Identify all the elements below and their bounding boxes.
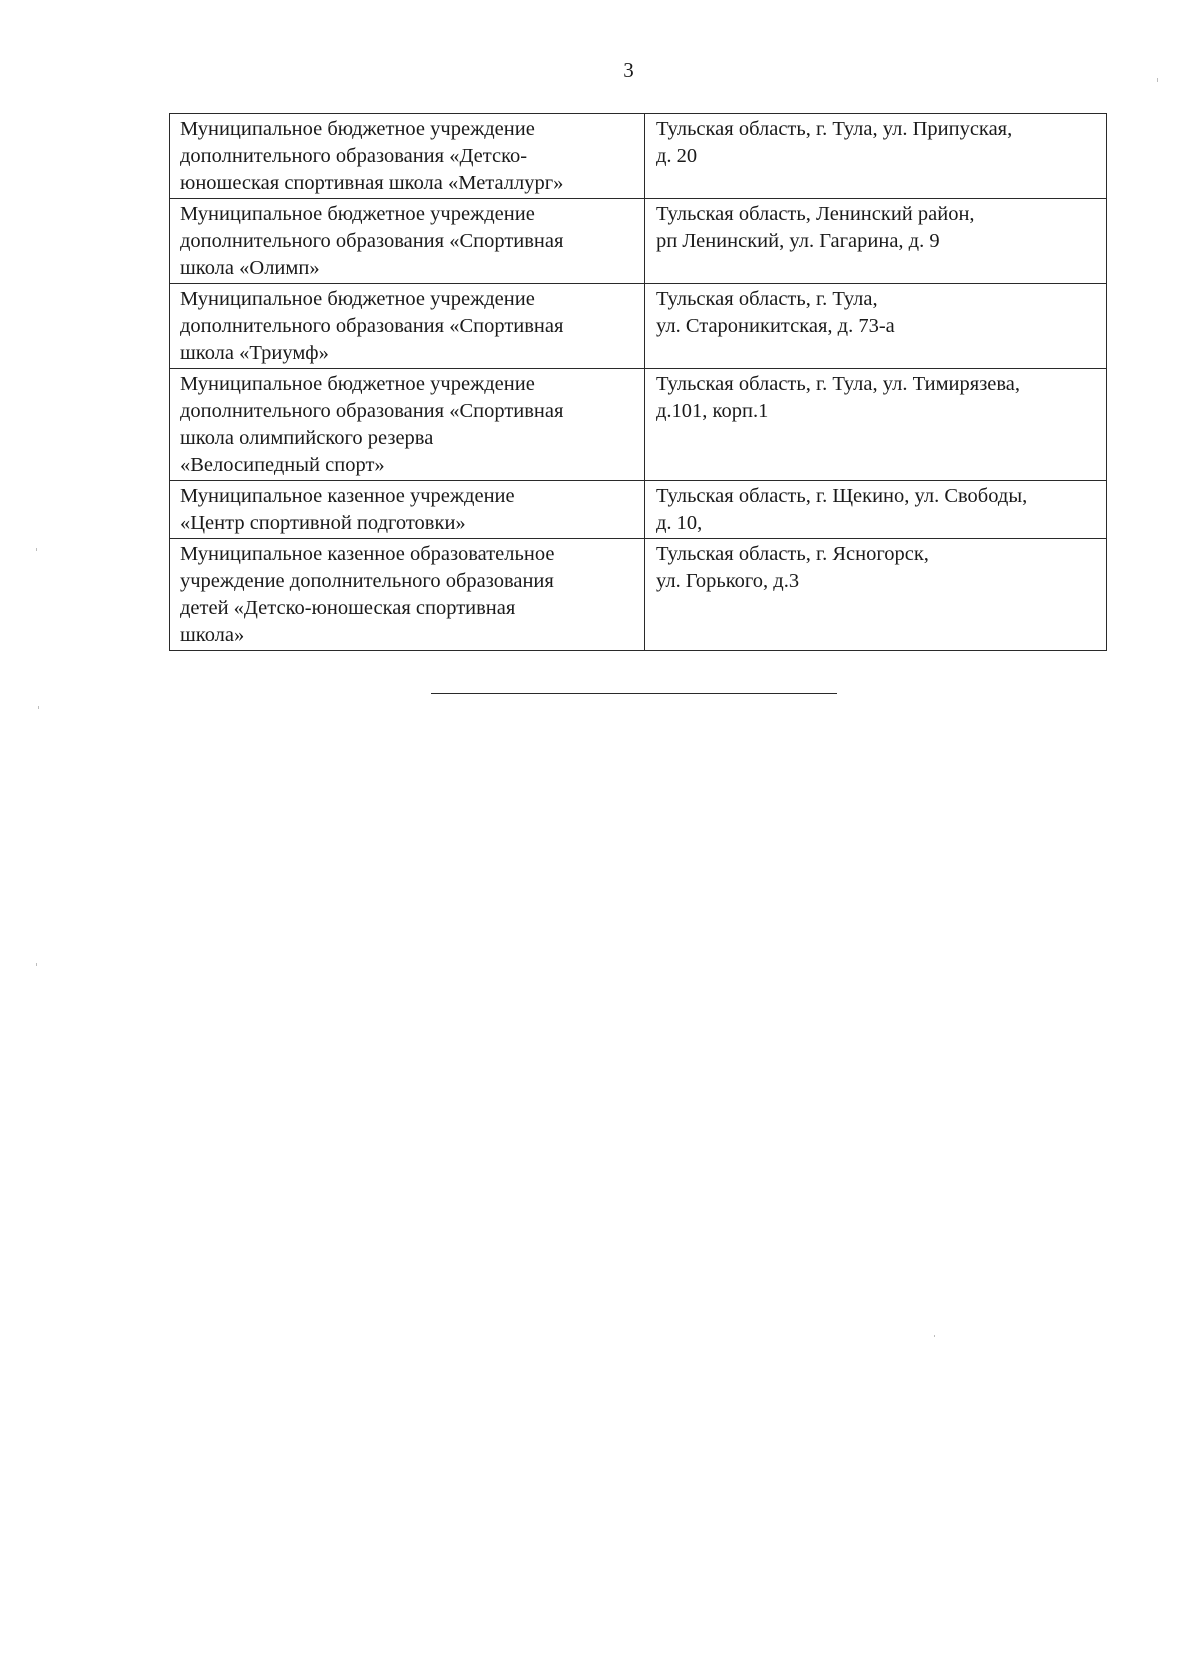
closing-divider-line [431,693,837,694]
organization-cell [170,539,645,651]
address-cell [645,539,1107,651]
organization-address: Тульская область, г. Ясногорск, ул. Горького, д.3 [656,543,929,592]
organization-address: Тульская область, Ленинский район, рп Ленинский, ул. Гагарина, д. 9 [656,203,975,252]
scan-speck [38,706,39,709]
address-cell [645,284,1107,369]
address-cell [645,369,1107,481]
address-cell [645,114,1107,199]
organization-name: Муниципальное бюджетное учреждение дополнительного образования «Спортивная школа олимпийского резерва «Велосипедный спорт» [180,373,564,476]
organization-name: Муниципальное казенное образовательное учреждение дополнительного образования детей «Детско-юношеская спортивная школа» [180,543,555,646]
organization-address: Тульская область, г. Тула, ул. Тимирязева, д.101, корп.1 [656,373,1021,422]
address-cell [645,481,1107,539]
table-row [170,199,1107,284]
organization-name: Муниципальное бюджетное учреждение дополнительного образования «Детско- юношеская спортивная школа «Металлург» [180,118,564,194]
organization-cell [170,114,645,199]
address-cell [645,199,1107,284]
table-row [170,539,1107,651]
organization-cell [170,481,645,539]
table-row [170,114,1107,199]
scan-speck [36,548,37,551]
organization-address: Тульская область, г. Щекино, ул. Свободы, д. 10, [656,485,1028,534]
institutions-table [169,113,1107,651]
organization-cell [170,284,645,369]
organization-address: Тульская область, г. Тула, ул. Припуская, д. 20 [656,118,1013,167]
page-number: 3 [623,58,634,82]
organization-name: Муниципальное бюджетное учреждение дополнительного образования «Спортивная школа «Триумф» [180,288,564,364]
organization-cell [170,369,645,481]
table-row [170,369,1107,481]
table-row [170,481,1107,539]
scan-speck [934,1335,935,1337]
organization-name: Муниципальное бюджетное учреждение дополнительного образования «Спортивная школа «Олимп» [180,203,564,279]
organization-cell [170,199,645,284]
table-row [170,284,1107,369]
scan-speck [36,963,37,966]
organization-address: Тульская область, г. Тула, ул. Староникитская, д. 73-а [656,288,895,337]
scan-speck [1157,78,1158,82]
organization-name: Муниципальное казенное учреждение «Центр спортивной подготовки» [180,485,515,534]
